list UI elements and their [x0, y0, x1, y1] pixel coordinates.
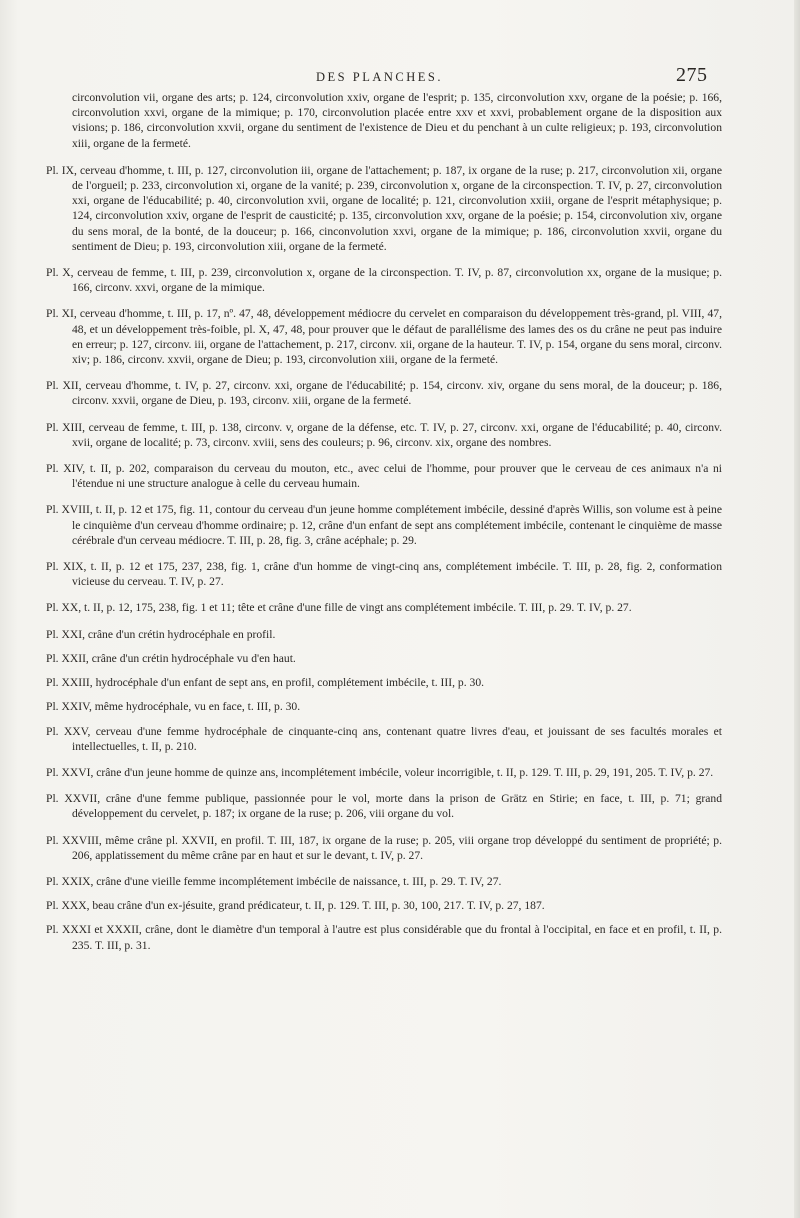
- entry-pl-xviii: Pl. XVIII, t. II, p. 12 et 175, fig. 11, contour du cerveau d'un jeune homme complétement imbécile, dessiné d'après Willis, son volume est à peine le cinquième d'un cerveau d'homme ordinaire; p. 12, crâne d'un enfant de sept ans complétement imbécile, contenant le cinquième de masse cérébrale d'un cerveau médiocre. T. III, p. 28, fig. 3, crâne acéphale; p. 29.: [46, 503, 722, 547]
- running-title: DES PLANCHES.: [316, 70, 443, 84]
- page-header: [0, 64, 800, 90]
- entry-pl-xxv: Pl. XXV, cerveau d'une femme hydrocéphale de cinquante-cinq ans, contenant quatre livres d'eau, et jouissant de ses facultés morales et intellectuelles, t. II, p. 210.: [46, 724, 722, 753]
- entry-pl-xxii: Pl. XXII, crâne d'un crétin hydrocéphale vu d'en haut.: [46, 651, 296, 665]
- entry-pl-xi: Pl. XI, cerveau d'homme, t. III, p. 17, nº. 47, 48, développement médiocre du cervelet en comparaison du développement très-grand, pl. VIII, 47, 48, et un développement très-foible, pl. X, 47, 48, pour prouver que le défaut de parallélisme des lames des os du crâne ne peut pas induire en erreur; p. 127, circonv. iii, organe de l'attachement, p. 217, circonv. xii, organe de la hauteur. T. IV, p. 154, organe du sens moral, circonv. xiv; p. 186, circonv. xxvii, organe de Dieu; p. 193, circonvolution xiii, organe de la fermeté.: [46, 307, 722, 367]
- page-edge: [794, 0, 800, 1218]
- entry-pl-x: Pl. X, cerveau de femme, t. III, p. 239, circonvolution x, organe de la circonspection. T. IV, p. 87, circonvolution xx, organe de la musique; p. 166, circonv. xxvi, organe de la mimique.: [46, 266, 722, 295]
- entry-pl-xiii: Pl. XIII, cerveau de femme, t. III, p. 138, circonv. v, organe de la défense, etc. T. IV, p. 27, circonv. xxi, organe de l'éducabilité; p. 40, circonv. xvii, organe de localité; p. 73, circonv. xviii, sens des couleurs; p. 96, circonv. xix, organe des nombres.: [46, 420, 722, 449]
- entry-pl-xxiii: Pl. XXIII, hydrocéphale d'un enfant de sept ans, en profil, complétement imbécile, t. III, p. 30.: [46, 676, 485, 690]
- entry-pl-xii: Pl. XII, cerveau d'homme, t. IV, p. 27, circonv. xxi, organe de l'éducabilité; p. 154, circonv. xiv, organe du sens moral, de la douceur; p. 186, circonv. xxvii, organe de Dieu, p. 193, circonv. xiii, organe de la fermeté.: [46, 379, 722, 408]
- entry-pl-xx: Pl. XX, t. II, p. 12, 175, 238, fig. 1 et 11; tête et crâne d'une fille de vingt ans complétement imbécile. T. III, p. 29. T. IV, p. 27.: [46, 601, 632, 615]
- entry-pl-xxvi: Pl. XXVI, crâne d'un jeune homme de quinze ans, incomplétement imbécile, voleur incorrigible, t. II, p. 129. T. III, p. 29, 191, 205. T. IV, p. 27.: [46, 765, 714, 779]
- page-number: 275: [676, 64, 708, 86]
- entry-pl-xxi: Pl. XXI, crâne d'un crétin hydrocéphale en profil.: [46, 627, 276, 641]
- entry-pl-xix: Pl. XIX, t. II, p. 12 et 175, 237, 238, fig. 1, crâne d'un homme de vingt-cinq ans, complétement imbécile. T. III, p. 28, fig. 2, conformation vicieuse du cerveau. T. IV, p. 27.: [46, 560, 722, 589]
- entry-pl-xxx: Pl. XXX, beau crâne d'un ex-jésuite, grand prédicateur, t. II, p. 129. T. III, p. 30, 100, 217. T. IV, p. 27, 187.: [46, 899, 545, 913]
- entry-pl-xxvii: Pl. XXVII, crâne d'une femme publique, passionnée pour le vol, morte dans la prison de Grätz en Stirie; en face, t. III, p. 71; grand développement du cervelet, p. 187; ix organe de la ruse; p. 206, viii organe du vol.: [46, 792, 722, 821]
- entry-continuation: circonvolution vii, organe des arts; p. 124, circonvolution xxiv, organe de l'esprit; p. 135, circonvolution xxv, organe de la poésie; p. 166, circonvolution xxvi, organe de la mimique; p. 170, circonvolution placée entre xxv et xxvi, probablement organe de la disposition aux visions; p. 186, circonvolution xxvii, organe du sentiment de l'existence de Dieu et du penchant à un culte religieux; p. 193, circonvolution xiii, organe de la fermeté.: [72, 91, 722, 150]
- entry-pl-xxix: Pl. XXIX, crâne d'une vieille femme incomplétement imbécile de naissance, t. III, p. 29. T. IV, 27.: [46, 874, 502, 888]
- plate-index-text: [46, 90, 722, 964]
- entry-pl-xiv: Pl. XIV, t. II, p. 202, comparaison du cerveau du mouton, etc., avec celui de l'homme, pour prouver que le cerveau de ces animaux n'a ni l'étendue ni une structure analogue à celle du cerveau humain.: [46, 462, 722, 491]
- entry-pl-xxviii: Pl. XXVIII, même crâne pl. XXVII, en profil. T. III, 187, ix organe de la ruse; p. 205, viii organe trop développé du sentiment de propriété; p. 206, applatissement du même crâne par en haut et sur le devant, t. IV, p. 27.: [46, 833, 722, 862]
- entry-pl-ix: Pl. IX, cerveau d'homme, t. III, p. 127, circonvolution iii, organe de l'attachement; p. 187, ix organe de la ruse; p. 217, circonvolution xii, organe de l'orgueil; p. 233, circonvolution xi, organe de la vanité; p. 239, circonvolution x, organe de la circonspection. T. IV, p. 27, circonvolution xxi, organe de l'éducabilité; p. 40, circonvolution xvii, organe de localité; p. 121, circonvolution xxiii, organe de l'esprit métaphysique; p. 124, circonvolution xxiv, organe de l'esprit de causticité; p. 135, circonvolution xxv, organe de la poésie; p. 154, circonvolution xiv, organe du sens moral, de la bonté, de la douceur; p. 166, cinconvolution xxvi, organe de la mimique; p. 186, circonvolution xxvii, organe du sentiment de Dieu; p. 193, circonvolution xiii, organe de la fermeté.: [46, 163, 722, 253]
- entry-pl-xxxi-xxxii: Pl. XXXI et XXXII, crâne, dont le diamètre d'un temporal à l'autre est plus considérable que du frontal à l'occipital, en face et en profil, t. II, p. 235. T. III, p. 31.: [46, 923, 722, 952]
- entry-pl-xxiv: Pl. XXIV, même hydrocéphale, vu en face, t. III, p. 30.: [46, 700, 301, 714]
